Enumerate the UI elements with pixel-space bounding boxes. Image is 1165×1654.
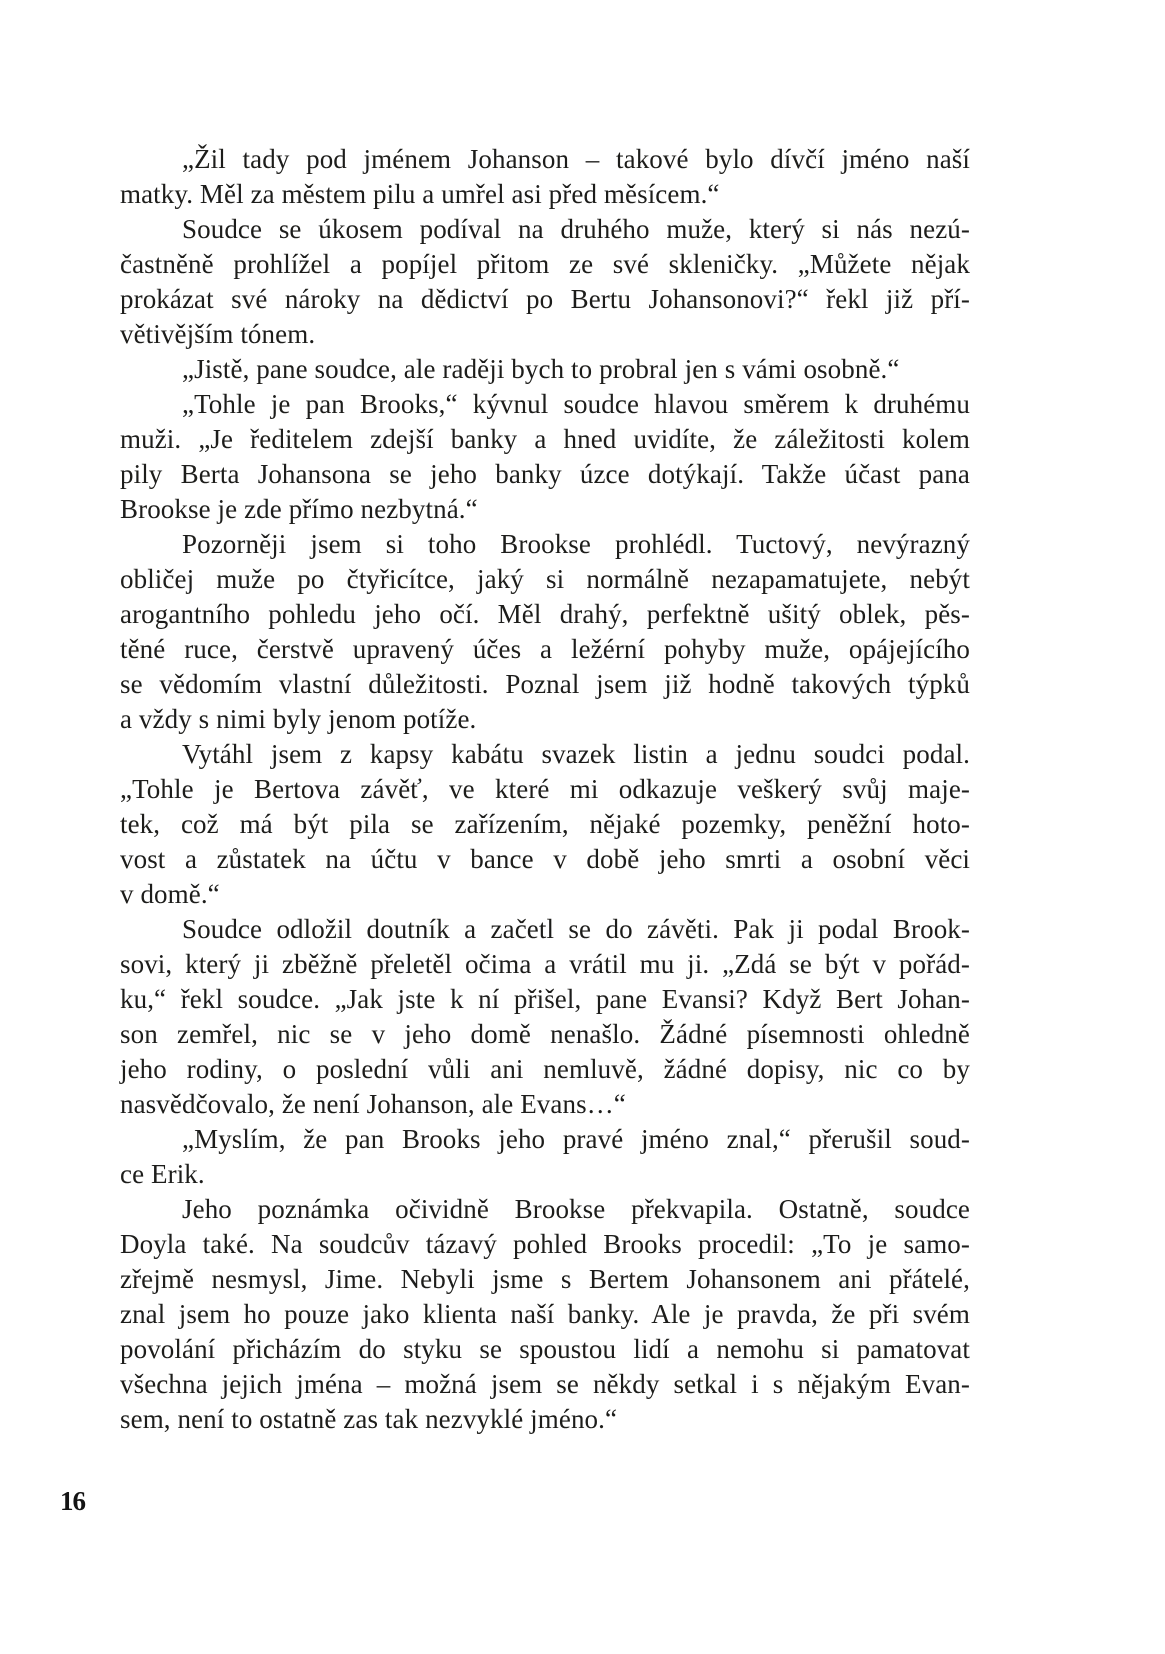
- text-line: znal jsem ho pouze jako klienta naší banky. Ale je pravda, že při svém: [120, 1299, 970, 1329]
- text-line: Soudce odložil doutník a začetl se do závěti. Pak ji podal Brook-: [182, 914, 970, 944]
- text-line: matky. Měl za městem pilu a umřel asi před měsícem.“: [120, 179, 720, 209]
- text-line: son zemřel, nic se v jeho domě nenašlo. Žádné písemnosti ohledně: [120, 1019, 970, 1049]
- text-line: sovi, který ji zběžně přeletěl očima a vrátil mu ji. „Zdá se být v pořád-: [120, 949, 970, 979]
- text-line: pily Berta Johansona se jeho banky úzce dotýkají. Takže účast pana: [120, 459, 970, 489]
- text-line: a vždy s nimi byly jenom potíže.: [120, 704, 477, 734]
- text-line: zřejmě nesmysl, Jime. Nebyli jsme s Bertem Johansonem ani přátelé,: [120, 1264, 970, 1294]
- page-number: 16: [60, 1486, 85, 1516]
- text-line: „Tohle je Bertova závěť, ve které mi odkazuje veškerý svůj maje-: [120, 774, 970, 804]
- text-line: Doyla také. Na soudcův tázavý pohled Brooks procedil: „To je samo-: [120, 1229, 970, 1259]
- text-line: se vědomím vlastní důležitosti. Poznal jsem již hodně takových týpků: [120, 669, 970, 699]
- text-line: povolání přicházím do styku se spoustou lidí a nemohu si pamatovat: [120, 1334, 970, 1364]
- text-line: Pozorněji jsem si toho Brookse prohlédl. Tuctový, nevýrazný: [182, 529, 970, 559]
- text-line: „Myslím, že pan Brooks jeho pravé jméno znal,“ přerušil soud-: [182, 1124, 970, 1154]
- text-line: „Tohle je pan Brooks,“ kývnul soudce hlavou směrem k druhému: [182, 389, 970, 419]
- text-line: jeho rodiny, o poslední vůli ani nemluvě, žádné dopisy, nic co by: [120, 1054, 970, 1084]
- text-block: [120, 142, 970, 1437]
- text-line: ce Erik.: [120, 1159, 205, 1189]
- text-line: muži. „Je ředitelem zdejší banky a hned uvidíte, že záležitosti kolem: [120, 424, 970, 454]
- text-line: Vytáhl jsem z kapsy kabátu svazek listin a jednu soudci podal.: [182, 739, 970, 769]
- text-line: arogantního pohledu jeho očí. Měl drahý, perfektně ušitý oblek, pěs-: [120, 599, 970, 629]
- text-line: vost a zůstatek na účtu v bance v době jeho smrti a osobní věci: [120, 844, 970, 874]
- text-line: „Jistě, pane soudce, ale raději bych to probral jen s vámi osobně.“: [182, 354, 900, 384]
- text-line: prokázat své nároky na dědictví po Bertu Johansonovi?“ řekl již pří-: [120, 284, 970, 314]
- text-line: obličej muže po čtyřicítce, jaký si normálně nezapamatujete, nebýt: [120, 564, 970, 594]
- text-line: všechna jejich jména – možná jsem se někdy setkal i s nějakým Evan-: [120, 1369, 970, 1399]
- text-line: „Žil tady pod jménem Johanson – takové bylo dívčí jméno naší: [182, 144, 970, 174]
- text-line: větivějším tónem.: [120, 319, 316, 349]
- text-line: sem, není to ostatně zas tak nezvyklé jméno.“: [120, 1404, 618, 1434]
- text-line: ku,“ řekl soudce. „Jak jste k ní přišel, pane Evansi? Když Bert Johan-: [120, 984, 970, 1014]
- text-line: častněně prohlížel a popíjel přitom ze své skleničky. „Můžete nějak: [120, 249, 970, 279]
- text-line: Soudce se úkosem podíval na druhého muže, který si nás nezú-: [182, 214, 970, 244]
- text-line: tek, což má být pila se zařízením, nějaké pozemky, peněžní hoto-: [120, 809, 970, 839]
- text-line: Jeho poznámka očividně Brookse překvapila. Ostatně, soudce: [182, 1194, 970, 1224]
- text-line: v domě.“: [120, 879, 220, 909]
- text-line: těné ruce, čerstvě upravený účes a ležérní pohyby muže, opájejícího: [120, 634, 970, 664]
- text-line: Brookse je zde přímo nezbytná.“: [120, 494, 478, 524]
- text-line: nasvědčovalo, že není Johanson, ale Evans…“: [120, 1089, 626, 1119]
